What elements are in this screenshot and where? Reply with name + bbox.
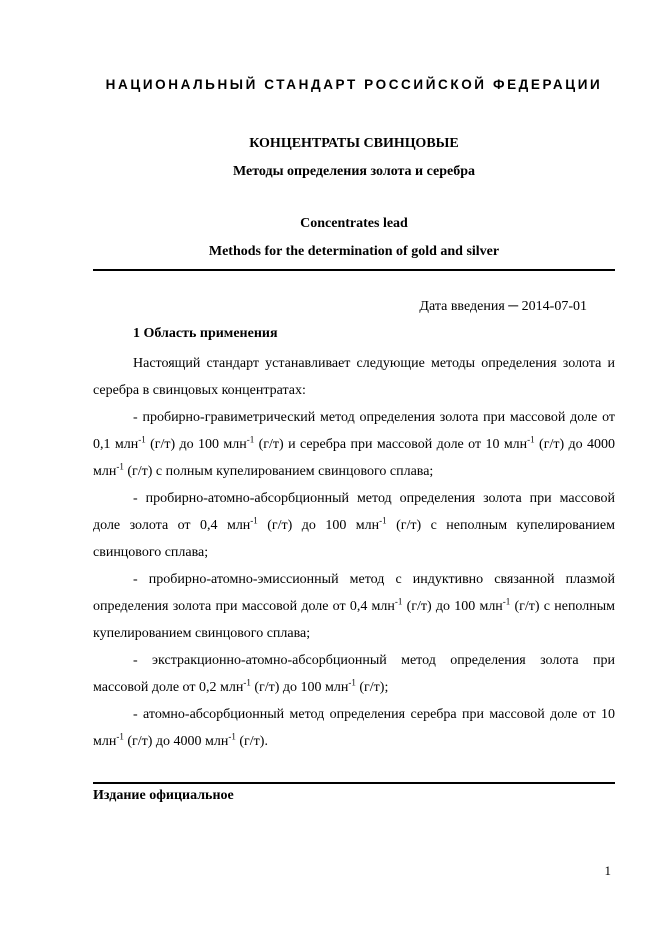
footer-divider: [93, 782, 615, 784]
list-item: - пробирно-гравиметрический метод определения золота при массовой доле от 0,1 млн$^{-1}$ (г/т) до 100 млн$^{-1}$ (г/т) и серебра при массовой доле от 10 млн$^{-1}$ (г/т) до 4000 млн$^{-1}$ (г/т) с полным купелированием свинцового сплава;: [93, 410, 615, 479]
title-divider: [93, 269, 615, 271]
section-heading: 1 Область применения: [133, 326, 278, 341]
list-item: - пробирно-атомно-абсорбционный метод определения золота при массовой доле золота от 0,4 млн$^{-1}$ (г/т) до 100 млн$^{-1}$ (г/т) с неполным купелированием свинцового сплава;: [93, 491, 615, 560]
section-body: [93, 350, 615, 755]
standard-header: НАЦИОНАЛЬНЫЙ СТАНДАРТ РОССИЙСКОЙ ФЕДЕРАЦИИ: [105, 77, 603, 92]
intro-date: Дата введения ─ 2014-07-01: [419, 299, 587, 314]
list-item: - пробирно-атомно-эмиссионный метод с индуктивно связанной плазмой определения золота при массовой доле от 0,4 млн$^{-1}$ (г/т) до 100 млн$^{-1}$ (г/т) с неполным купелированием свинцового сплава;: [93, 572, 615, 641]
paragraph: Настоящий стандарт устанавливает следующие методы определения золота и серебра в свинцовых концентратах:: [93, 356, 615, 398]
list-item: - атомно-абсорбционный метод определения серебра при массовой доле от 10 млн$^{-1}$ (г/т) до 4000 млн$^{-1}$ (г/т).: [93, 707, 615, 749]
title-en: Concentrates lead: [300, 216, 408, 231]
title-ru: КОНЦЕНТРАТЫ СВИНЦОВЫЕ: [249, 136, 459, 151]
page-number: 1: [604, 863, 611, 878]
edition-label: Издание официальное: [93, 788, 234, 803]
list-item: - экстракционно-атомно-абсорбционный метод определения золота при массовой доле от 0,2 млн$^{-1}$ (г/т) до 100 млн$^{-1}$ (г/т);: [93, 653, 615, 695]
subtitle-en: Methods for the determination of gold and silver: [208, 244, 500, 259]
subtitle-ru: Методы определения золота и серебра: [232, 164, 476, 179]
